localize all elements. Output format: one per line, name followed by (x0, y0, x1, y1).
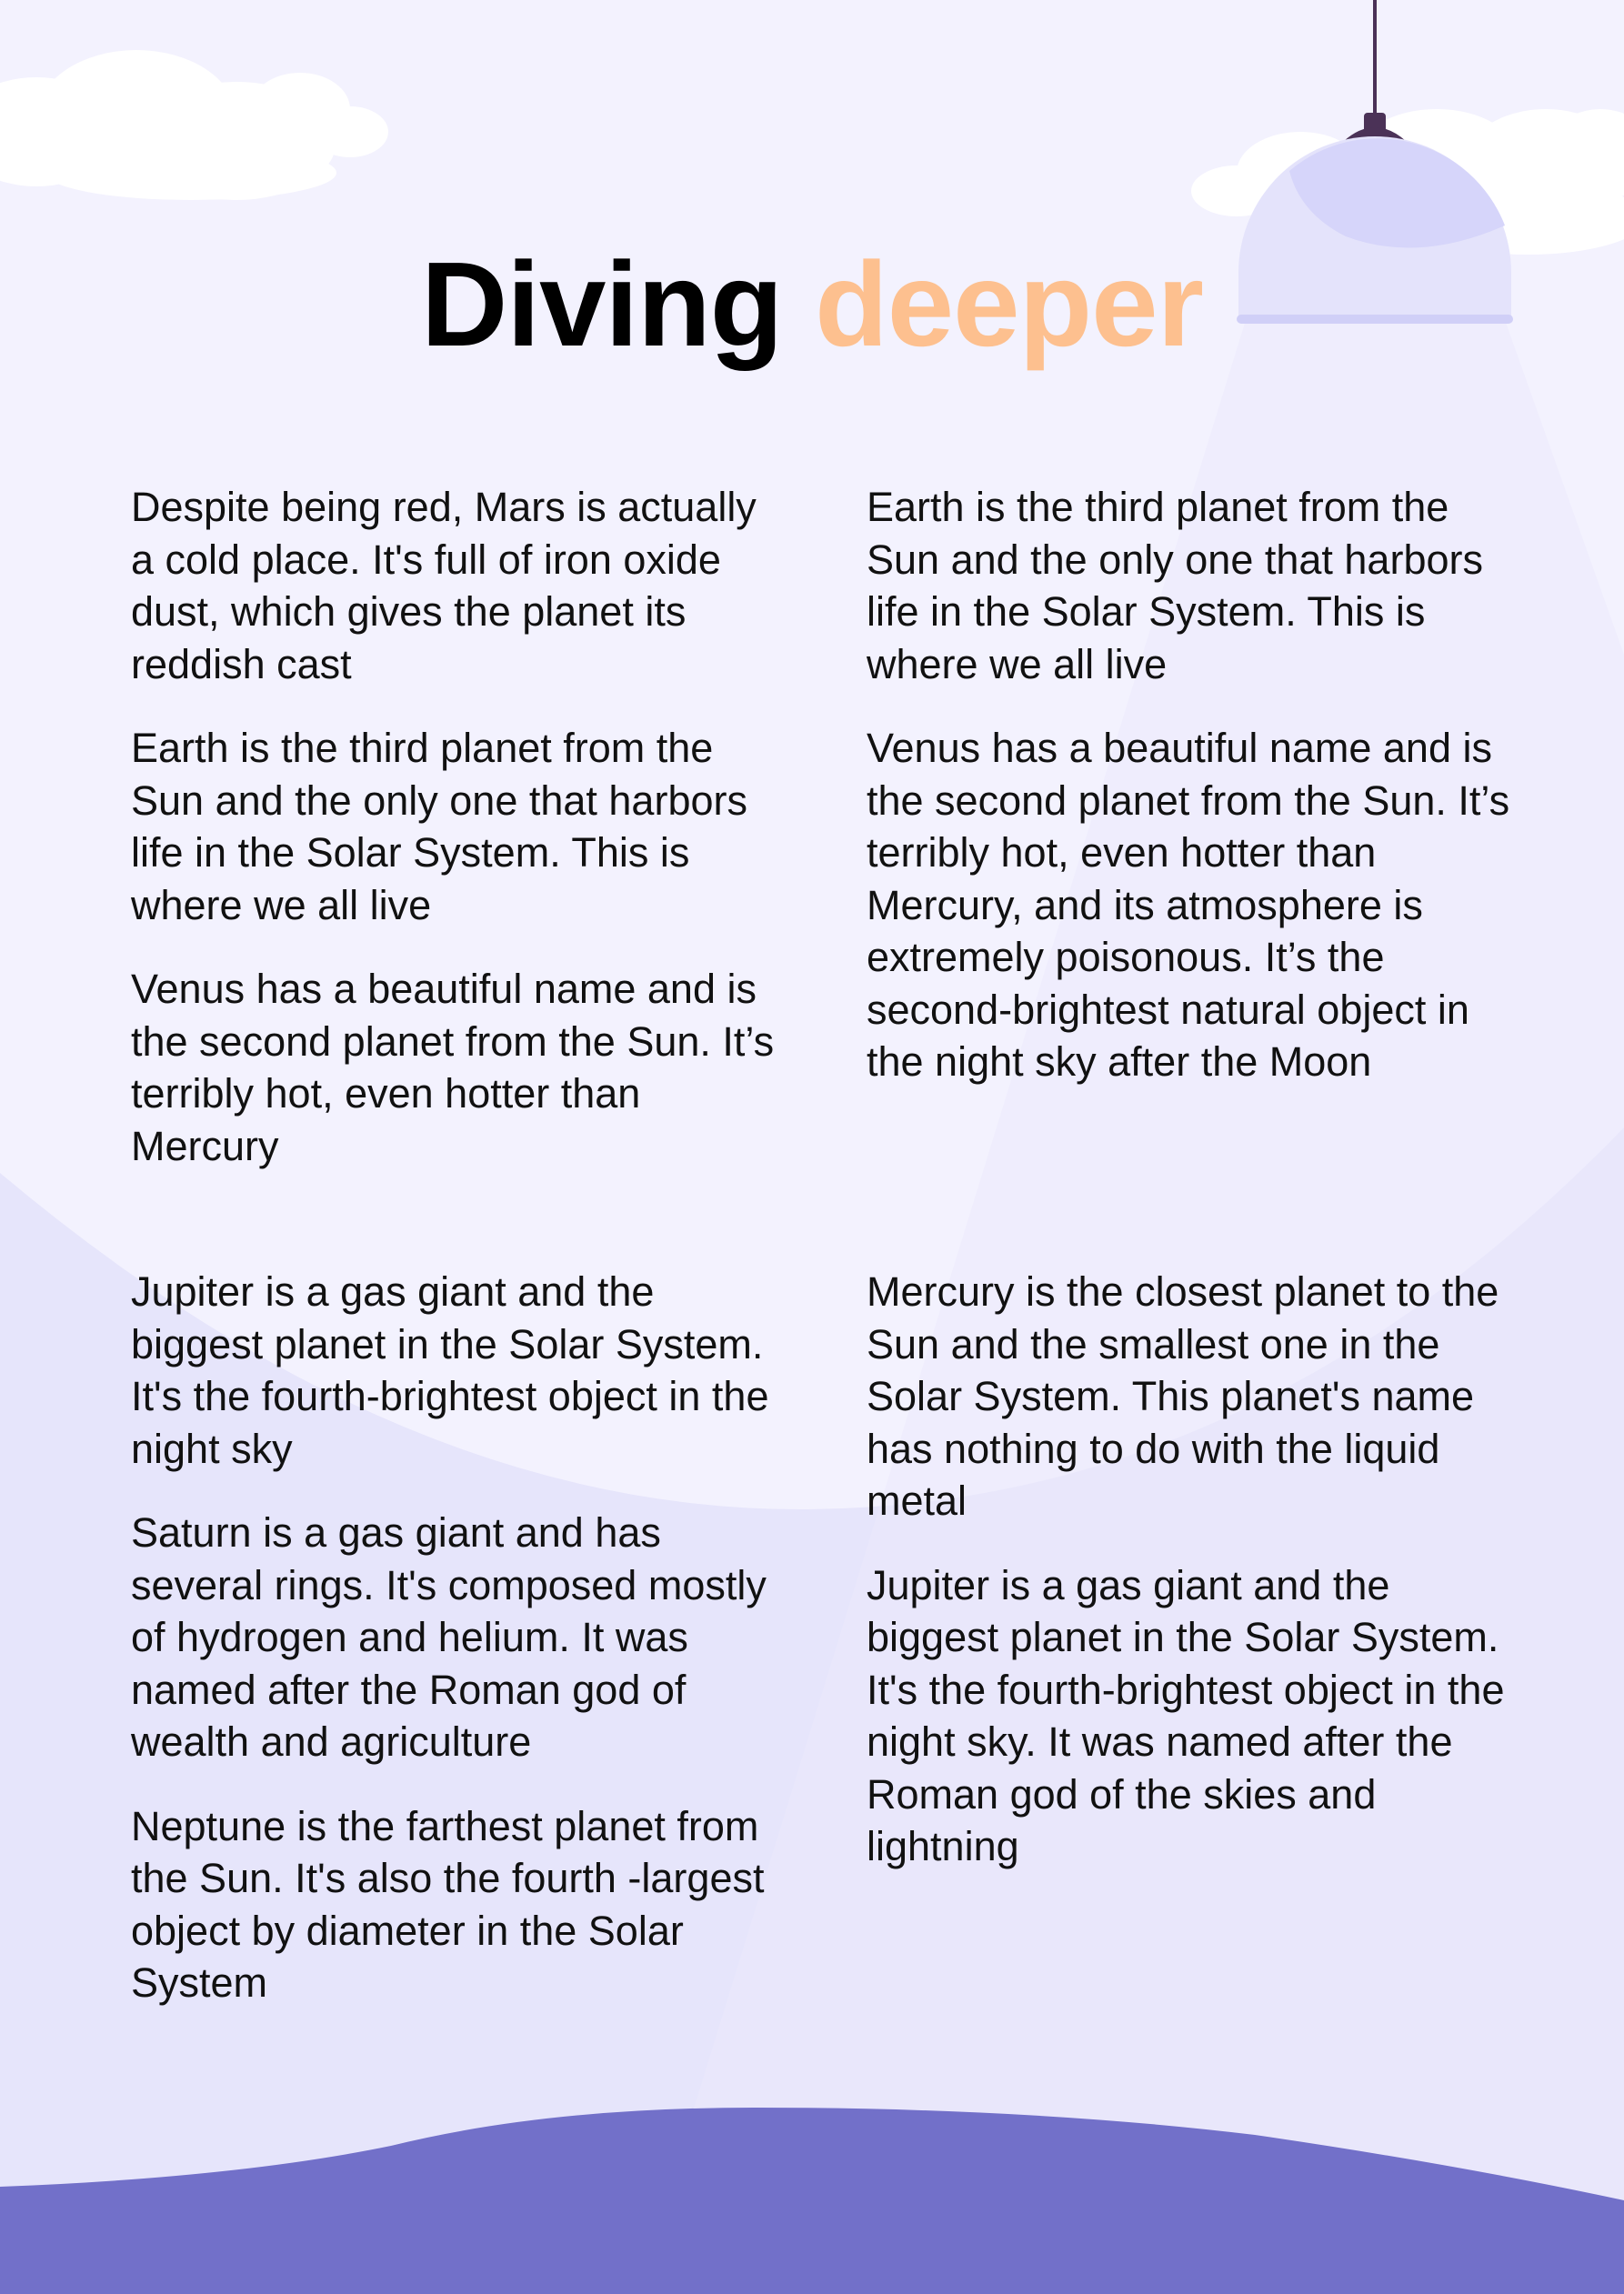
paragraph-saturn: Saturn is a gas giant and has several rings. It's composed mostly of hydrogen and helium. It was named after the Roman god of wealth and agriculture (131, 1509, 767, 1765)
paragraph-earth: Earth is the third planet from the Sun and the only one that harbors life in the Solar System. This is where we all live (131, 725, 747, 928)
page-title (0, 232, 1624, 377)
paragraph-jupiter: Jupiter is a gas giant and the biggest planet in the Solar System. It's the fourth-brightest object in the night sky (131, 1268, 769, 1472)
paragraph-earth: Earth is the third planet from the Sun and the only one that harbors life in the Solar System. This is where we all live (867, 484, 1483, 687)
text-column-left-top (131, 481, 786, 1172)
paragraph-venus: Venus has a beautiful name and is the second planet from the Sun. It’s terribly hot, even hotter than Mercury, and its atmosphere is extremely poisonous. It’s the second-brightest natural object in the night sky after the Moon (867, 725, 1510, 1085)
paragraph-mercury: Mercury is the closest planet to the Sun and the smallest one in the Solar System. This planet's name has nothing to do with the liquid metal (867, 1268, 1499, 1524)
paragraph-jupiter: Jupiter is a gas giant and the biggest planet in the Solar System. It's the fourth-brightest object in the night sky. It was named after the Roman god of the skies and lightning (867, 1561, 1505, 1869)
paragraph-mars: Despite being red, Mars is actually a cold place. It's full of iron oxide dust, which gives the planet its reddish cast (131, 484, 757, 687)
title-word-dark: Diving (421, 237, 783, 371)
paragraph-venus: Venus has a beautiful name and is the second planet from the Sun. It’s terribly hot, even hotter than Mercury (131, 966, 775, 1169)
paragraph-neptune: Neptune is the farthest planet from the Sun. It's also the fourth -largest object by diameter in the Solar System (131, 1802, 765, 2006)
text-column-right-bottom (867, 1266, 1521, 1873)
title-word-accent: deeper (815, 237, 1203, 371)
text-column-left-bottom (131, 1266, 786, 2009)
text-column-right-top (867, 481, 1521, 1088)
